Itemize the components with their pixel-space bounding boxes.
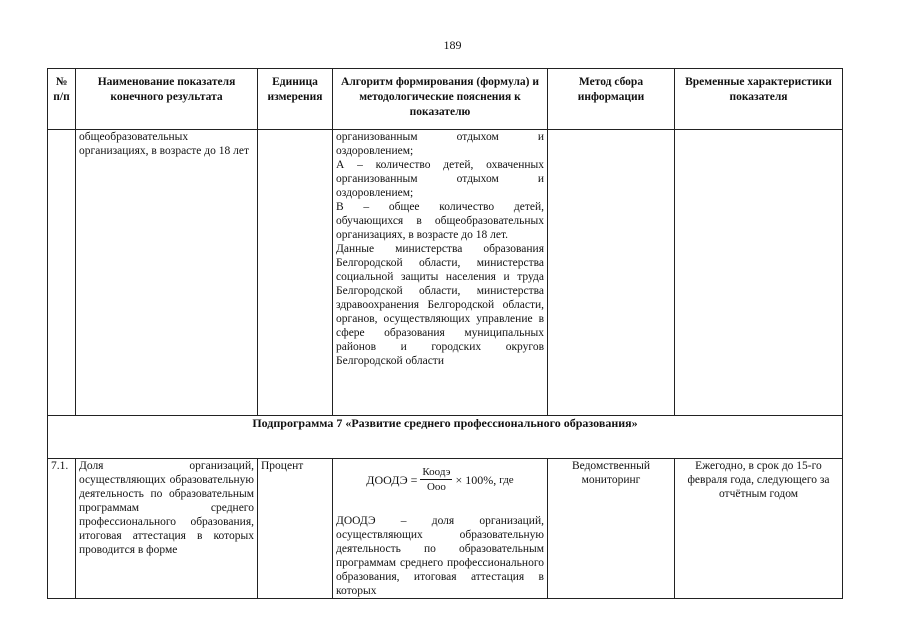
header-algorithm: Алгоритм формирования (формула) и методологические пояснения к показателю [333, 69, 548, 130]
header-unit: Единица измерения [258, 69, 333, 130]
cell-num [48, 130, 76, 416]
cell-time: Ежегодно, в срок до 15-го февраля года, следующего за отчётным годом [675, 459, 843, 599]
subprogram-row [48, 416, 843, 459]
cell-time [675, 130, 843, 416]
cell-num: 7.1. [48, 459, 76, 599]
algo-line: Данные министерства образования Белгородской области, министерства социальной защиты населения и труда Белгородской области, министерства здравоохранения Белгородской области, органов, осуществляющих управление в сфере образования муниципальных районов и городских округов Белгородской области [336, 243, 544, 367]
cell-algorithm [333, 459, 548, 599]
header-time: Временные характеристики показателя [675, 69, 843, 130]
formula [336, 465, 544, 494]
header-method: Метод сбора информации [548, 69, 675, 130]
indicators-table [47, 68, 843, 599]
formula-denominator: Ооо [426, 481, 446, 493]
header-num: № п/п [48, 69, 76, 130]
cell-name: Доля организаций, осуществляющих образовательную деятельность по образовательным программам среднего профессионального образования, итоговая аттестация в которых проводится в форме [76, 459, 258, 599]
table-row [48, 130, 843, 416]
cell-algorithm [333, 130, 548, 416]
cell-name: общеобразовательных организациях, в возрасте до 18 лет [76, 130, 258, 416]
algo-text: ДООДЭ – доля организаций, осуществляющих образовательную деятельность по образовательным программам среднего профессионального образования, итоговая аттестация в которых [336, 515, 544, 597]
header-name: Наименование показателя конечного результата [76, 69, 258, 130]
algo-line: организованным отдыхом и оздоровлением; [336, 131, 544, 157]
formula-lhs: ДООДЭ = [366, 472, 418, 487]
cell-unit: Процент [258, 459, 333, 599]
cell-method: Ведомственный мониторинг [548, 459, 675, 599]
algo-line: В – общее количество детей, обучающихся в общеобразовательных организациях, в возрасте до 18 лет. [336, 201, 544, 241]
algo-line: А – количество детей, охваченных организованным отдыхом и оздоровлением; [336, 159, 544, 199]
subprogram-title: Подпрограмма 7 «Развитие среднего профессионального образования» [48, 416, 843, 459]
formula-numerator: Коодэ [422, 466, 451, 478]
table-row [48, 459, 843, 599]
page-number: 189 [443, 38, 462, 52]
formula-suffix: где [499, 473, 514, 486]
formula-fraction [420, 465, 452, 494]
cell-unit [258, 130, 333, 416]
formula-rhs: × 100%, [455, 472, 497, 487]
cell-method [548, 130, 675, 416]
table-header-row [48, 69, 843, 130]
